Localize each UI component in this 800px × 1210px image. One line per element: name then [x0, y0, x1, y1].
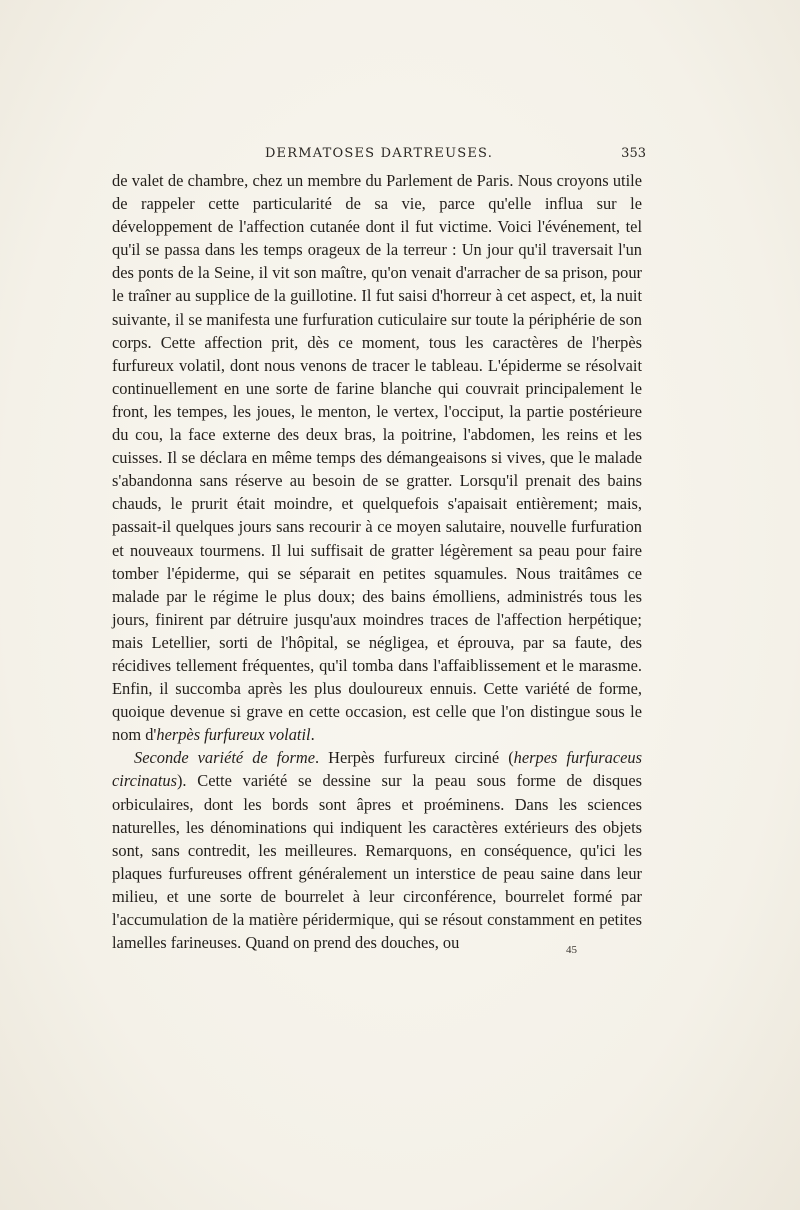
text-segment: . Herpès furfureux circiné ( [315, 748, 514, 768]
italic-term: herpès furfureux volatil [156, 725, 311, 745]
signature-mark: 45 [566, 944, 577, 956]
section-heading: Seconde variété de forme [134, 748, 315, 768]
paragraph [112, 169, 642, 746]
page-number: 353 [621, 146, 646, 161]
italic-term: herpes furfuraceus circinatus [112, 748, 642, 791]
paragraph [112, 746, 642, 954]
body-text [112, 169, 642, 954]
text-segment: ). Cette variété se dessine sur la peau sous forme de disques orbiculaires, dont les bords sont âpres et proéminens. Dans les sciences naturelles, les dénominations qui indiquent les caractères extérieurs des objets sont, sans contredit, les meilleures. Remarquons, en conséquence, qu'ici les plaques furfureuses offrent généralement un interstice de peau saine dans leur milieu, et une sorte de bourrelet à leur circonférence, bourrelet formé par l'accumulation de la matière péridermique, qui se résout constamment en petites lamelles farineuses. Quand on prend des douches, ou [112, 771, 642, 953]
text-segment: de valet de chambre, chez un membre du Parlement de Paris. Nous croyons utile de rappeler cette particularité de sa vie, parce qu'elle influa sur le développement de l'affection cutanée dont il fut victime. Voici l'événement, tel qu'il se passa dans les temps orageux de la terreur : Un jour qu'il traversait l'un des ponts de la Seine, il vit son maître, qu'on venait d'arracher de sa prison, pour le traîner au supplice de la guillotine. Il fut saisi d'horreur à cet aspect, et, la nuit suivante, il se manifesta une furfuration cuticulaire sur toute la périphérie de son corps. Cette affection prit, dès ce moment, tous les caractères de l'herpès furfureux volatil, dont nous venons de tracer le tableau. L'épiderme se résolvait continuellement en une sorte de farine blanche qui couvrait principalement le front, les tempes, les joues, le menton, le vertex, l'occiput, la partie postérieure du cou, la face externe des deux bras, la poitrine, l'abdomen, les reins et les cuisses. Il se déclara en même temps des démangeaisons si vives, que le malade s'abandonna sans réserve au besoin de se gratter. Lorsqu'il prenait des bains chauds, le prurit était moindre, et quelquefois s'apaisait entièrement; mais, passait-il quelques jours sans recourir à ce moyen salutaire, nouvelle furfuration et nouveaux tourmens. Il lui suffisait de gratter légèrement sa peau pour faire tomber l'épiderme, qui se séparait en petites squamules. Nous traitâmes ce malade par le régime le plus doux; des bains émolliens, administrés tous les jours, finirent par détruire jusqu'aux moindres traces de l'affection herpétique; mais Letellier, sorti de l'hôpital, se négligea, et éprouva, par sa faute, des récidives tellement fréquentes, qu'il tomba dans l'affaiblissement et le marasme. Enfin, il succomba après les plus douloureux ennuis. Cette variété de forme, quoique devenue si grave en cette occasion, est celle que l'on distingue sous le nom d' [112, 171, 642, 745]
running-head: DERMATOSES DARTREUSES. [264, 146, 494, 161]
text-segment: . [310, 725, 315, 745]
page-header [112, 146, 646, 168]
